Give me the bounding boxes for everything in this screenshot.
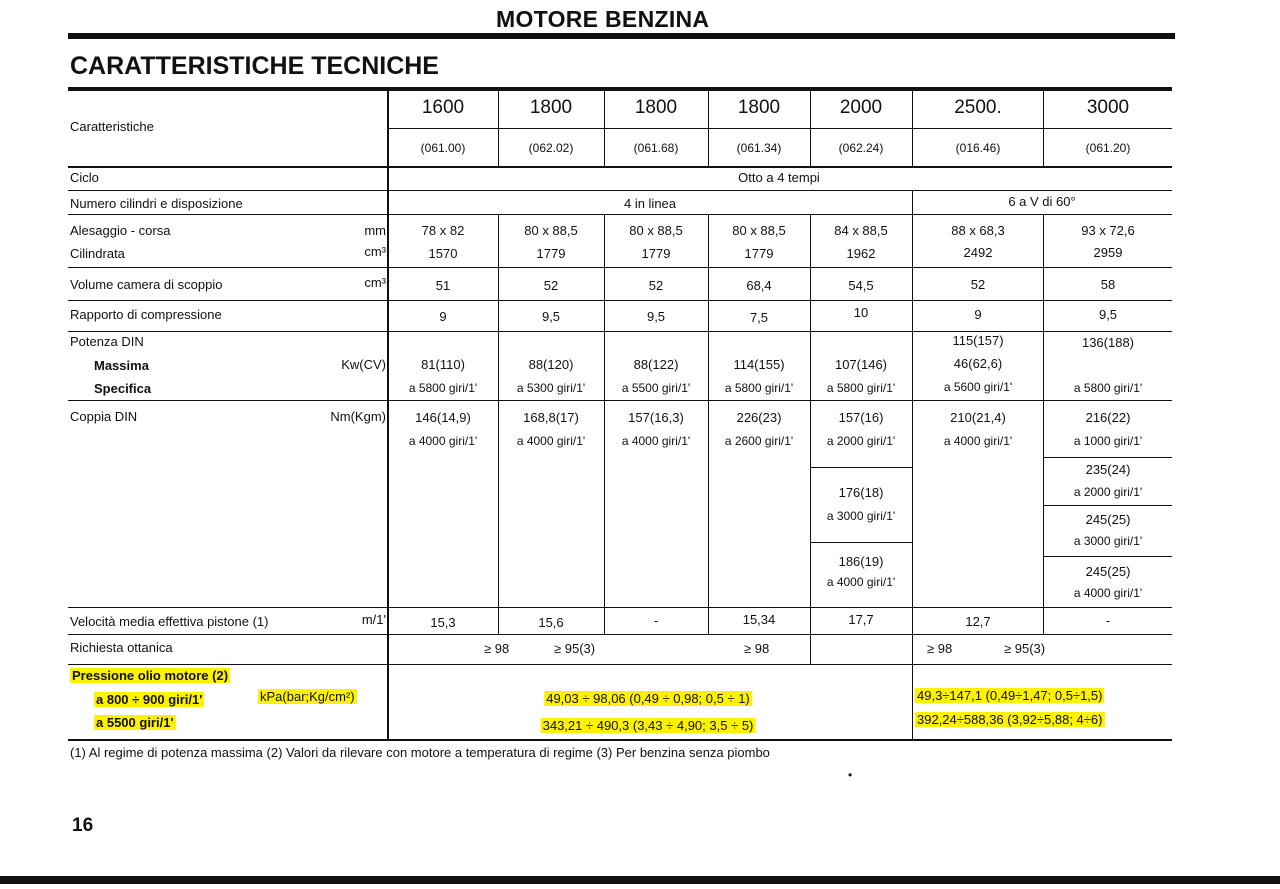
potenza-value: 107(146) <box>834 357 888 372</box>
potenza-value: 88(122) <box>633 357 679 372</box>
row-label-volume: Volume camera di scoppio <box>70 277 223 292</box>
unit-kw: Kw(CV) <box>341 357 386 372</box>
h-line <box>68 331 1172 332</box>
potenza-value: 88(120) <box>528 357 574 372</box>
coppia-value: 157(16,3) <box>628 410 684 425</box>
h-line <box>68 634 1172 635</box>
coppia-rpm: a 2600 giri/1' <box>724 434 794 448</box>
coppia-rpm: a 4000 giri/1' <box>943 434 1013 448</box>
pressione-g2-row2-wrap <box>915 712 1105 727</box>
v-line <box>810 214 811 664</box>
velocita-value: - <box>653 613 659 628</box>
velocita-value: 15,34 <box>742 612 776 627</box>
cilindrata-value: 2492 <box>963 245 993 260</box>
row-label-coppia: Coppia DIN <box>70 409 138 424</box>
potenza-value: 114(155) <box>733 357 785 372</box>
potenza-rpm: a 5600 giri/1' <box>943 380 1013 394</box>
section-title: CARATTERISTICHE TECNICHE <box>70 52 439 80</box>
volume-value: 58 <box>1100 277 1116 292</box>
coppia-value: 146(14,9) <box>415 410 471 425</box>
ottanica-value: ≥ 98 <box>484 641 510 656</box>
model-header: 2500. <box>954 97 1002 118</box>
v-line <box>912 214 913 739</box>
velocita-value: 12,7 <box>965 614 991 629</box>
v-line <box>498 214 499 634</box>
cilindrata-value: 2959 <box>1093 245 1123 260</box>
model-code: (062.02) <box>528 141 574 155</box>
rapporto-value: 9 <box>439 309 447 324</box>
coppia-rpm: a 4000 giri/1' <box>621 434 691 448</box>
potenza-rpm: a 5300 giri/1' <box>516 381 586 395</box>
pressione-g2-row2: 392,24÷588,36 (3,92÷5,88; 4÷6) <box>917 712 1103 727</box>
coppia-value: 210(21,4) <box>950 410 1006 425</box>
h-line <box>1043 556 1172 557</box>
rapporto-value: 10 <box>853 305 869 320</box>
label-caratteristiche: Caratteristiche <box>70 119 154 134</box>
h-line <box>68 400 1172 401</box>
ottanica-value: ≥ 98 <box>927 641 953 656</box>
unit-m1: m/1' <box>361 612 386 627</box>
model-code: (061.68) <box>633 141 679 155</box>
coppia-extra-value: 186(19) <box>838 554 884 569</box>
ottanica-value: ≥ 95(3) <box>1004 641 1046 656</box>
cilindrata-value: 1779 <box>641 246 671 261</box>
cilindrata-value: 1962 <box>846 246 876 261</box>
h-line <box>810 467 912 468</box>
pressione-g1-row2-wrap <box>541 718 756 733</box>
pressione-g1-row1-wrap <box>544 691 752 706</box>
velocita-value: 15,6 <box>538 615 564 630</box>
unit-nm: Nm(Kgm) <box>330 409 386 424</box>
v-line <box>912 190 913 215</box>
coppia-value: 168,8(17) <box>523 410 579 425</box>
model-header: 3000 <box>1086 97 1130 118</box>
cilindrata-value: 1779 <box>744 246 774 261</box>
alesaggio-value: 88 x 68,3 <box>951 223 1005 238</box>
unit-cm3: cm³ <box>364 275 386 290</box>
potenza-rpm: a 5800 giri/1' <box>724 381 794 395</box>
coppia-value: 226(23) <box>736 410 782 425</box>
potenza-value: 115(157) <box>952 333 1004 348</box>
coppia-extra-value: 245(25) <box>1085 564 1131 579</box>
row-label-pressione <box>70 668 230 683</box>
alesaggio-value: 84 x 88,5 <box>834 223 888 238</box>
model-code: (061.34) <box>736 141 782 155</box>
model-code: (061.20) <box>1085 141 1131 155</box>
h-line <box>68 190 1172 191</box>
model-code: (062.24) <box>838 141 884 155</box>
cilindrata-value: 1779 <box>536 246 566 261</box>
row-label-alesaggio: Alesaggio - corsa <box>70 223 171 238</box>
coppia-extra-rpm: a 3000 giri/1' <box>1073 534 1143 548</box>
potenza-rpm: a 5800 giri/1' <box>826 381 896 395</box>
pressione-g2-row1-wrap <box>915 688 1104 703</box>
section-rule <box>68 87 1172 91</box>
coppia-extra-rpm: a 2000 giri/1' <box>1073 485 1143 499</box>
alesaggio-value: 80 x 88,5 <box>629 223 683 238</box>
row-label-ciclo: Ciclo <box>70 170 99 185</box>
velocita-value: - <box>1105 613 1111 628</box>
v-line <box>810 91 811 168</box>
potenza-rpm: a 5800 giri/1' <box>408 381 478 395</box>
pressione-label: Pressione olio motore (2) <box>72 668 229 683</box>
unit-cm3: cm³ <box>364 244 386 259</box>
row-label-rapporto: Rapporto di compressione <box>70 307 222 322</box>
page-number: 16 <box>72 815 94 836</box>
model-header: 1800 <box>529 97 573 118</box>
cilindrata-value: 1570 <box>428 246 458 261</box>
coppia-rpm: a 4000 giri/1' <box>516 434 586 448</box>
row-label-potenza: Potenza DIN <box>70 334 144 349</box>
potenza-value: 136(188) <box>1081 335 1135 350</box>
model-header: 1600 <box>421 97 465 118</box>
volume-value: 68,4 <box>746 278 772 293</box>
coppia-value: 157(16) <box>838 410 884 425</box>
alesaggio-value: 93 x 72,6 <box>1081 223 1135 238</box>
h-line <box>68 166 1172 168</box>
row-label-cilindri: Numero cilindri e disposizione <box>70 196 243 211</box>
coppia-extra-value: 245(25) <box>1085 512 1131 527</box>
model-header: 1800 <box>634 97 678 118</box>
h-line <box>68 607 1172 608</box>
pressione-rpm1-wrap <box>94 692 204 707</box>
model-header: 2000 <box>839 97 883 118</box>
h-line <box>68 214 1172 215</box>
v-line <box>1043 214 1044 634</box>
coppia-rpm: a 1000 giri/1' <box>1073 434 1143 448</box>
v-line <box>498 91 499 168</box>
pressione-rpm2-wrap <box>94 715 176 730</box>
pressione-g1-row2: 343,21 ÷ 490,3 (3,43 ÷ 4,90; 3,5 ÷ 5) <box>542 718 754 733</box>
h-line <box>68 300 1172 301</box>
label-massima: Massima <box>94 358 149 373</box>
velocita-value: 15,3 <box>430 615 456 630</box>
bottom-rule <box>0 876 1280 884</box>
v-line <box>387 91 389 741</box>
v-line <box>708 214 709 634</box>
pressione-unit-wrap <box>258 689 357 704</box>
pressione-g2-row1: 49,3÷147,1 (0,49÷1,47; 0,5÷1,5) <box>917 688 1103 703</box>
velocita-value: 17,7 <box>848 612 874 627</box>
coppia-extra-value: 176(18) <box>838 485 884 500</box>
cilindri-group1: 4 in linea <box>623 196 677 211</box>
rapporto-value: 9 <box>974 307 982 322</box>
h-line <box>68 739 1172 741</box>
volume-value: 54,5 <box>848 278 874 293</box>
coppia-extra-rpm: a 4000 giri/1' <box>826 575 896 589</box>
pressione-rpm1: a 800 ÷ 900 giri/1' <box>96 692 203 707</box>
potenza-rpm: a 5500 giri/1' <box>621 381 691 395</box>
potenza-value-specifica: 46(62,6) <box>953 356 1003 371</box>
coppia-extra-value: 235(24) <box>1085 462 1131 477</box>
pressione-unit: kPa(bar;Kg/cm²) <box>260 689 355 704</box>
alesaggio-value: 78 x 82 <box>421 223 465 238</box>
coppia-rpm: a 2000 giri/1' <box>826 434 896 448</box>
title-rule <box>68 33 1175 39</box>
row-label-cilindrata: Cilindrata <box>70 246 125 261</box>
potenza-rpm: a 5800 giri/1' <box>1073 381 1143 395</box>
coppia-rpm: a 4000 giri/1' <box>408 434 478 448</box>
h-line <box>810 542 912 543</box>
rapporto-value: 7,5 <box>749 310 769 325</box>
h-line <box>1043 505 1172 506</box>
h-line <box>68 664 1172 665</box>
model-code: (016.46) <box>955 141 1001 155</box>
v-line <box>604 91 605 168</box>
cilindri-group2: 6 a V di 60° <box>1008 194 1076 209</box>
ottanica-value: ≥ 95(3) <box>554 641 596 656</box>
rapporto-value: 9,5 <box>1098 307 1118 322</box>
coppia-value: 216(22) <box>1085 410 1131 425</box>
h-line <box>388 128 1172 129</box>
ottanica-value: ≥ 98 <box>744 641 770 656</box>
v-line <box>1043 91 1044 168</box>
volume-value: 52 <box>648 278 664 293</box>
ciclo-value: Otto a 4 tempi <box>738 170 820 185</box>
volume-value: 52 <box>970 277 986 292</box>
volume-value: 52 <box>543 278 559 293</box>
rapporto-value: 9,5 <box>541 309 561 324</box>
model-header: 1800 <box>737 97 781 118</box>
unit-mm: mm <box>364 223 386 238</box>
stray-dot: • <box>848 768 853 782</box>
label-specifica: Specifica <box>94 381 152 396</box>
model-code: (061.00) <box>420 141 466 155</box>
coppia-extra-rpm: a 4000 giri/1' <box>1073 586 1143 600</box>
row-label-velocita: Velocità media effettiva pistone (1) <box>70 614 269 629</box>
row-label-ottanica: Richiesta ottanica <box>70 640 173 655</box>
v-line <box>604 214 605 634</box>
footnotes: (1) Al regime di potenza massima (2) Valori da rilevare con motore a temperatura di regime (3) Per benzina senza piombo <box>70 745 770 760</box>
v-line <box>708 91 709 168</box>
alesaggio-value: 80 x 88,5 <box>524 223 578 238</box>
page-title: MOTORE BENZINA <box>496 6 710 32</box>
h-line <box>1043 457 1172 458</box>
alesaggio-value: 80 x 88,5 <box>732 223 786 238</box>
pressione-rpm2: a 5500 giri/1' <box>96 715 174 730</box>
v-line <box>912 91 913 168</box>
rapporto-value: 9,5 <box>646 309 666 324</box>
volume-value: 51 <box>435 278 451 293</box>
coppia-extra-rpm: a 3000 giri/1' <box>826 509 896 523</box>
potenza-value: 81(110) <box>421 357 465 372</box>
h-line <box>68 267 1172 268</box>
pressione-g1-row1: 49,03 ÷ 98,06 (0,49 ÷ 0,98; 0,5 ÷ 1) <box>546 691 750 706</box>
